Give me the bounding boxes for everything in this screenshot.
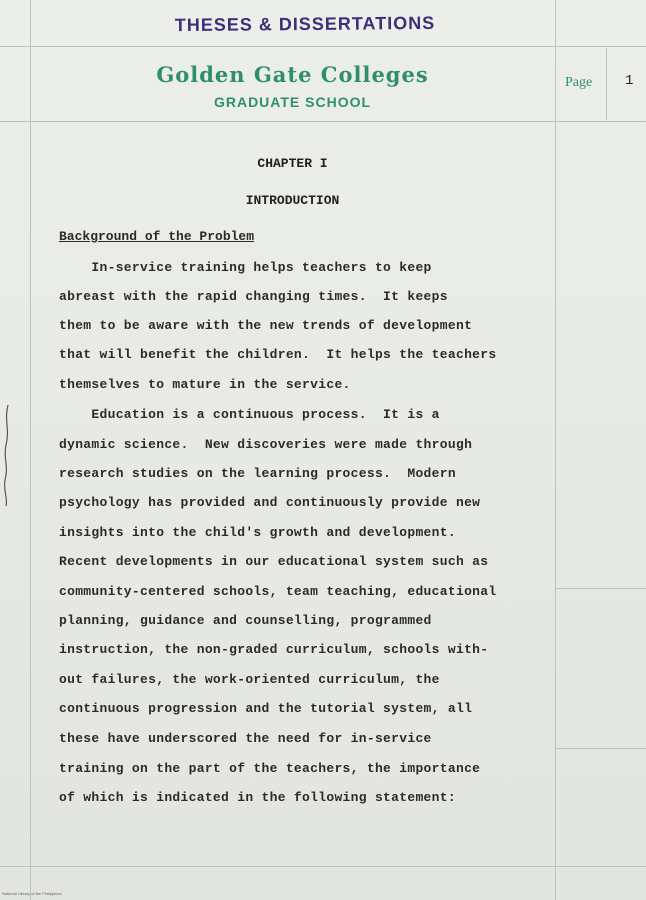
body-line: training on the part of the teachers, the importance [59, 761, 481, 776]
section-heading: Background of the Problem [59, 229, 255, 244]
body-line: Recent developments in our educational system such as [59, 554, 489, 569]
body-line: planning, guidance and counselling, programmed [59, 613, 432, 628]
body-line: continuous progression and the tutorial system, all [59, 701, 473, 716]
header-rule-top [0, 46, 646, 47]
page-number: 1 [625, 73, 634, 89]
footer-credit: National Library of the Philippines [2, 891, 62, 896]
body-line: insights into the child's growth and development. [59, 525, 456, 540]
body-line: out failures, the work-oriented curriculum, the [59, 672, 440, 687]
chapter-number: CHAPTER I [257, 156, 328, 171]
handwritten-margin-mark [0, 400, 14, 510]
header-rule-bottom [0, 121, 646, 122]
chapter-title: INTRODUCTION [245, 193, 340, 208]
body-line: instruction, the non-graded curriculum, schools with- [59, 642, 489, 657]
body-line: them to be aware with the new trends of development [59, 318, 473, 333]
side-rule-2 [556, 748, 646, 749]
body-line: research studies on the learning process. Modern [59, 466, 456, 481]
theses-stamp: THESES & DISSERTATIONS [174, 12, 436, 36]
body-line: community-centered schools, team teaching, educational [59, 584, 497, 599]
body-line: dynamic science. New discoveries were made through [59, 437, 473, 452]
school-name: GRADUATE SCHOOL [213, 94, 372, 110]
page-label: Page [565, 75, 593, 90]
margin-rule-right [555, 0, 556, 900]
body-line: psychology has provided and continuously provide new [59, 495, 481, 510]
body-line: that will benefit the children. It helps the teachers [59, 347, 497, 362]
footer-rule [0, 866, 646, 867]
body-line: Education is a continuous process. It is a [59, 407, 440, 422]
body-line: In-service training helps teachers to keep [59, 260, 432, 275]
body-line: of which is indicated in the following statement: [59, 790, 456, 805]
body-line: themselves to mature in the service. [59, 377, 351, 392]
page-box-divider [606, 48, 607, 120]
body-line: abreast with the rapid changing times. It keeps [59, 289, 448, 304]
side-rule-1 [556, 588, 646, 589]
body-line: these have underscored the need for in-service [59, 731, 432, 746]
college-name: Golden Gate Colleges [156, 62, 429, 87]
margin-rule-left [30, 0, 31, 900]
